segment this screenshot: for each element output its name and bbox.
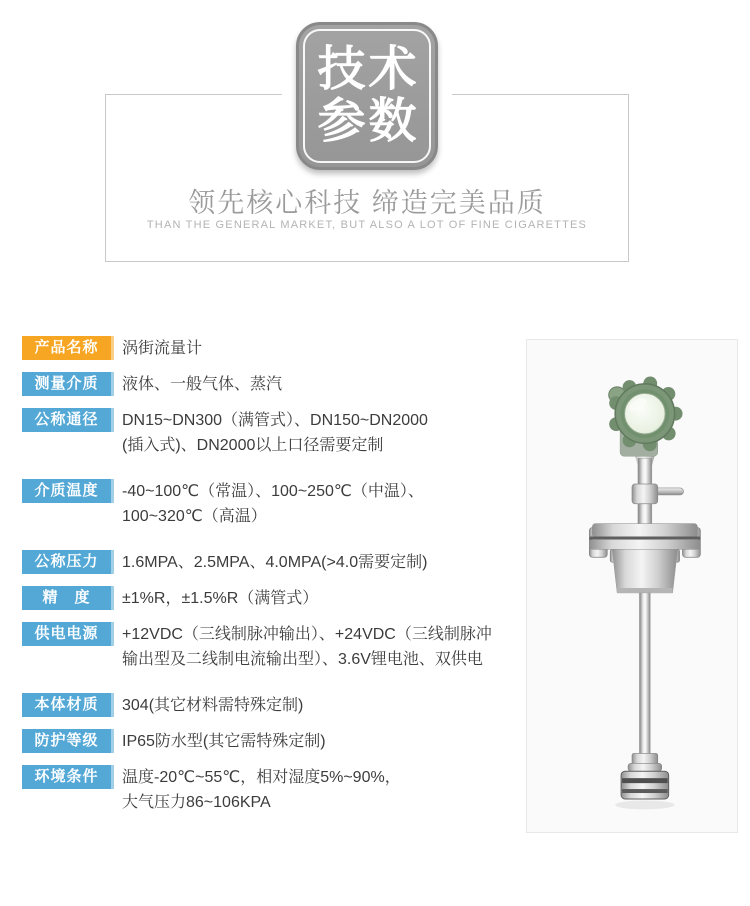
spec-value: 304(其它材料需特殊定制) bbox=[122, 697, 304, 714]
spec-label: 环境条件 bbox=[22, 765, 114, 789]
spec-label: 测量介质 bbox=[22, 372, 114, 396]
spec-value: 温度-20℃~55℃，相对湿度5%~90%， 大气压力86~106KPA bbox=[122, 769, 401, 811]
spec-label: 供电电源 bbox=[22, 622, 114, 646]
spec-row bbox=[22, 479, 504, 529]
badge-line-2: 参数 bbox=[317, 95, 420, 148]
spec-value: DN15~DN300（满管式）、DN150~DN2000 (插入式)、DN2000以上口径需要定制 bbox=[122, 412, 428, 454]
spec-label: 防护等级 bbox=[22, 729, 114, 753]
spec-row bbox=[22, 622, 504, 672]
header-title: 领先核心科技 缔造完美品质 bbox=[188, 188, 546, 218]
tech-params-header-box bbox=[105, 43, 629, 262]
spec-value: 液体、一般气体、蒸汽 bbox=[122, 376, 283, 393]
spec-label: 精 度 bbox=[22, 586, 114, 610]
spec-label: 本体材质 bbox=[22, 693, 114, 717]
spec-row bbox=[22, 729, 504, 754]
spec-row bbox=[22, 550, 504, 575]
tech-params-badge bbox=[282, 22, 452, 170]
spec-value: 1.6MPA、2.5MPA、4.0MPA(>4.0需要定制) bbox=[122, 554, 428, 571]
spec-value: +12VDC（三线制脉冲输出）、+24VDC（三线制脉冲 输出型及二线制电流输出型）、3.6V锂电池、双供电 bbox=[122, 626, 492, 668]
spec-row bbox=[22, 765, 504, 815]
spec-value: ±1%R，±1.5%R（满管式） bbox=[122, 590, 319, 607]
spec-label: 公称压力 bbox=[22, 550, 114, 574]
spec-value: IP65防水型(其它需特殊定制) bbox=[122, 733, 326, 750]
badge-line-1: 技术 bbox=[317, 43, 420, 96]
spec-label: 介质温度 bbox=[22, 479, 114, 503]
spec-row bbox=[22, 372, 504, 397]
header-subtitle: THAN THE GENERAL MARKET, BUT ALSO A LOT OF FINE CIGARETTES bbox=[146, 219, 588, 231]
spec-row bbox=[22, 408, 504, 458]
spec-row bbox=[22, 586, 504, 611]
spec-table bbox=[22, 336, 504, 836]
spec-value: 涡街流量计 bbox=[122, 340, 203, 357]
spec-row bbox=[22, 336, 504, 361]
product-photo-panel bbox=[526, 339, 738, 833]
spec-label: 产品名称 bbox=[22, 336, 114, 360]
vortex-flowmeter-image bbox=[527, 340, 737, 832]
spec-row bbox=[22, 693, 504, 718]
spec-label: 公称通径 bbox=[22, 408, 114, 432]
tech-params-stamp bbox=[296, 22, 438, 170]
spec-value: -40~100℃（常温）、100~250℃（中温）、 100~320℃（高温） bbox=[122, 483, 424, 525]
